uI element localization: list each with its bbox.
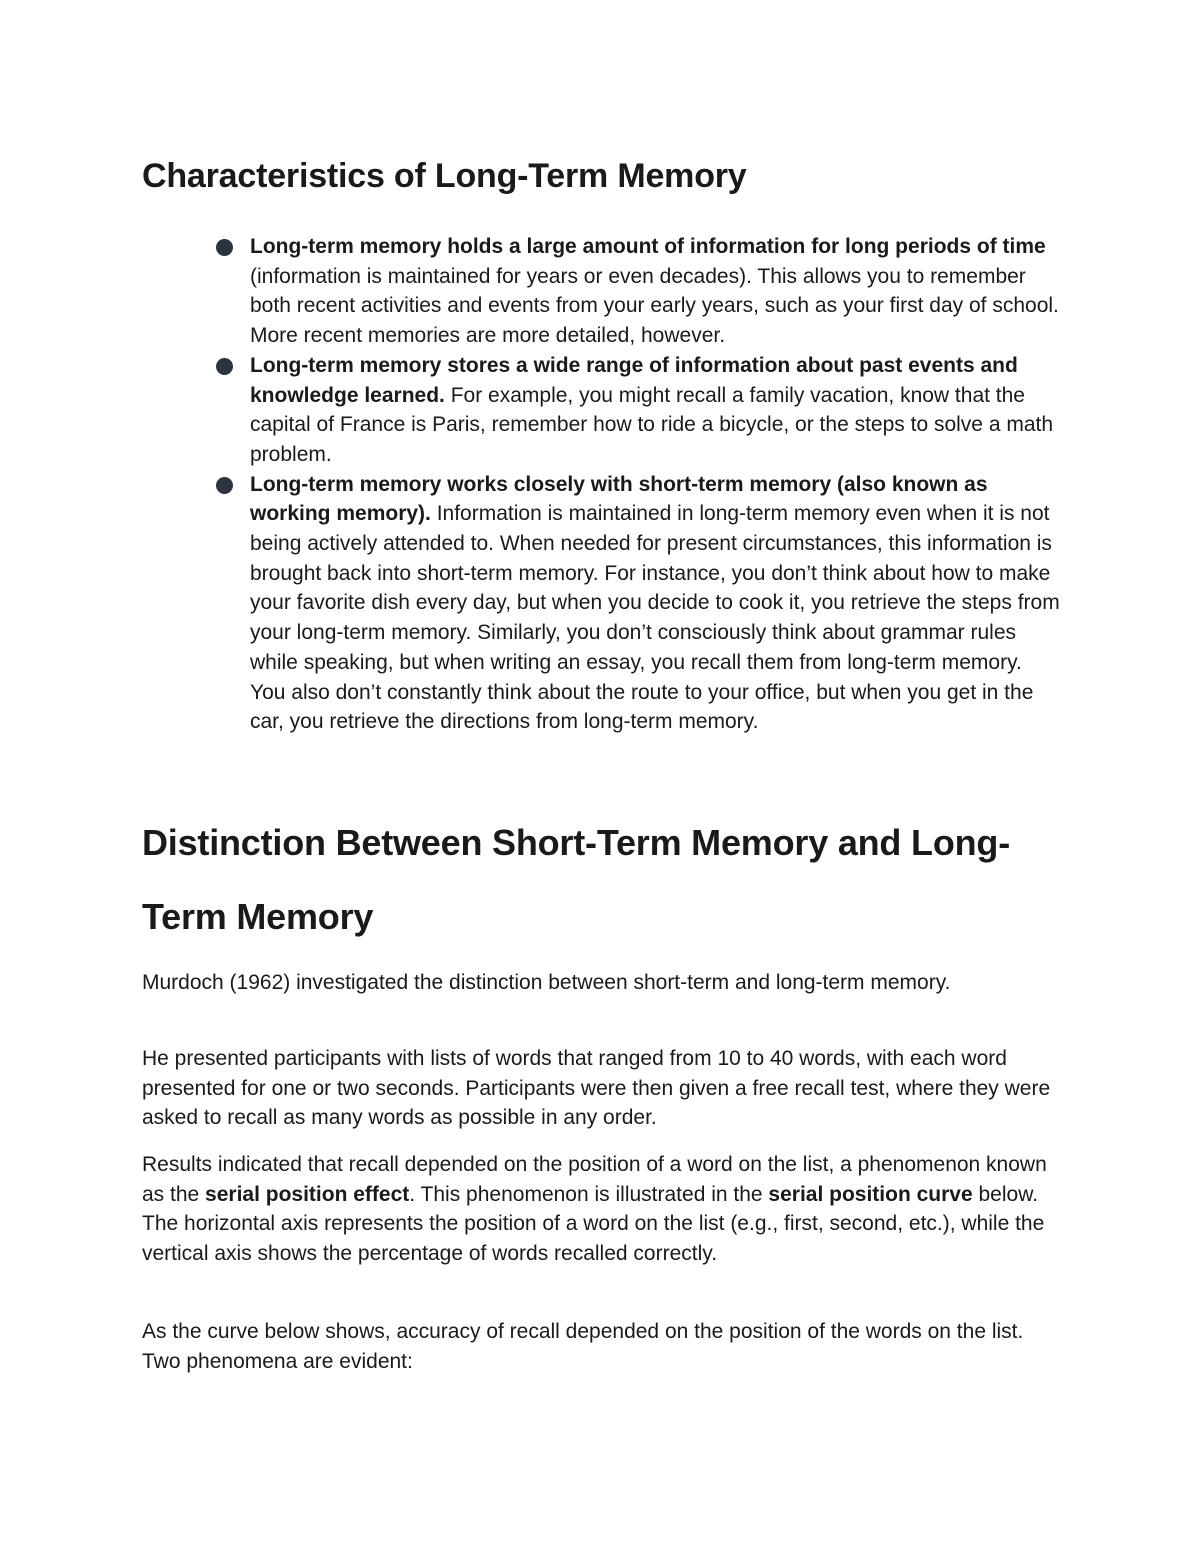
list-item [142, 232, 1062, 351]
section-heading-characteristics: Characteristics of Long-Term Memory [142, 157, 747, 195]
term-serial-position-effect: serial position effect [205, 1182, 410, 1206]
results-text-d: below. The horizontal axis represents the position of a word on the list (e.g., first, second, etc.), while the vertical axis shows the percentage of words recalled correctly. [142, 1182, 1045, 1266]
bullet-text: For example, you might recall a family vacation, know that the capital of France is Paris, remember how to ride a bicycle, or the steps to solve a math problem. [250, 383, 1054, 466]
bullet-text: Information is maintained in long-term memory even when it is not being actively attended to. When needed for present circumstances, this information is brought back into short-term memory. For instance, you don’t think about how to make your favorite dish every day, but when you decide to cook it, you retrieve the steps from your long-term memory. Similarly, you don’t consciously think about grammar rules while speaking, but when writing an essay, you recall them from long-term memory. You also don’t constantly think about the route to your office, but when you get in the car, you retrieve the directions from long-term memory. [250, 502, 1060, 734]
bullet-bold-text: Long-term memory holds a large amount of information for long periods of time [250, 235, 1046, 258]
paragraph-murdoch: Murdoch (1962) investigated the distinction between short-term and long-term memory. [142, 971, 951, 994]
bullet-icon [216, 239, 233, 256]
section-heading-distinction: Distinction Between Short-Term Memory and Long-Term Memory [142, 822, 1010, 937]
bullet-icon [216, 358, 233, 375]
characteristics-list [142, 232, 1062, 737]
bullet-text: (information is maintained for years or even decades). This allows you to remember both recent activities and events from your early years, such as your first day of school. More recent memories are more detailed, however. [250, 264, 1059, 348]
paragraph-method: He presented participants with lists of words that ranged from 10 to 40 words, with each word presented for one or two seconds. Participants were then given a free recall test, where they were asked to recall as many words as possible in any order. [142, 1047, 1051, 1130]
results-text-c: . This phenomenon is illustrated in the [409, 1182, 769, 1206]
bullet-bold-text: Long-term memory works closely with short-term memory (also known as working memory). [250, 472, 988, 526]
paragraph-results [142, 1150, 1062, 1269]
results-text-a: Results indicated that recall depended on the position of a word on the list, a phenomenon known as the [142, 1153, 1047, 1206]
bullet-bold-text: Long-term memory stores a wide range of information about past events and knowledge learned. [250, 353, 1018, 407]
term-serial-position-curve: serial position curve [768, 1182, 973, 1206]
list-item [142, 351, 1062, 470]
bullet-icon [216, 477, 233, 494]
paragraph-curve: As the curve below shows, accuracy of recall depended on the position of the words on the list. Two phenomena are evident: [142, 1320, 1024, 1373]
list-item [142, 470, 1062, 737]
